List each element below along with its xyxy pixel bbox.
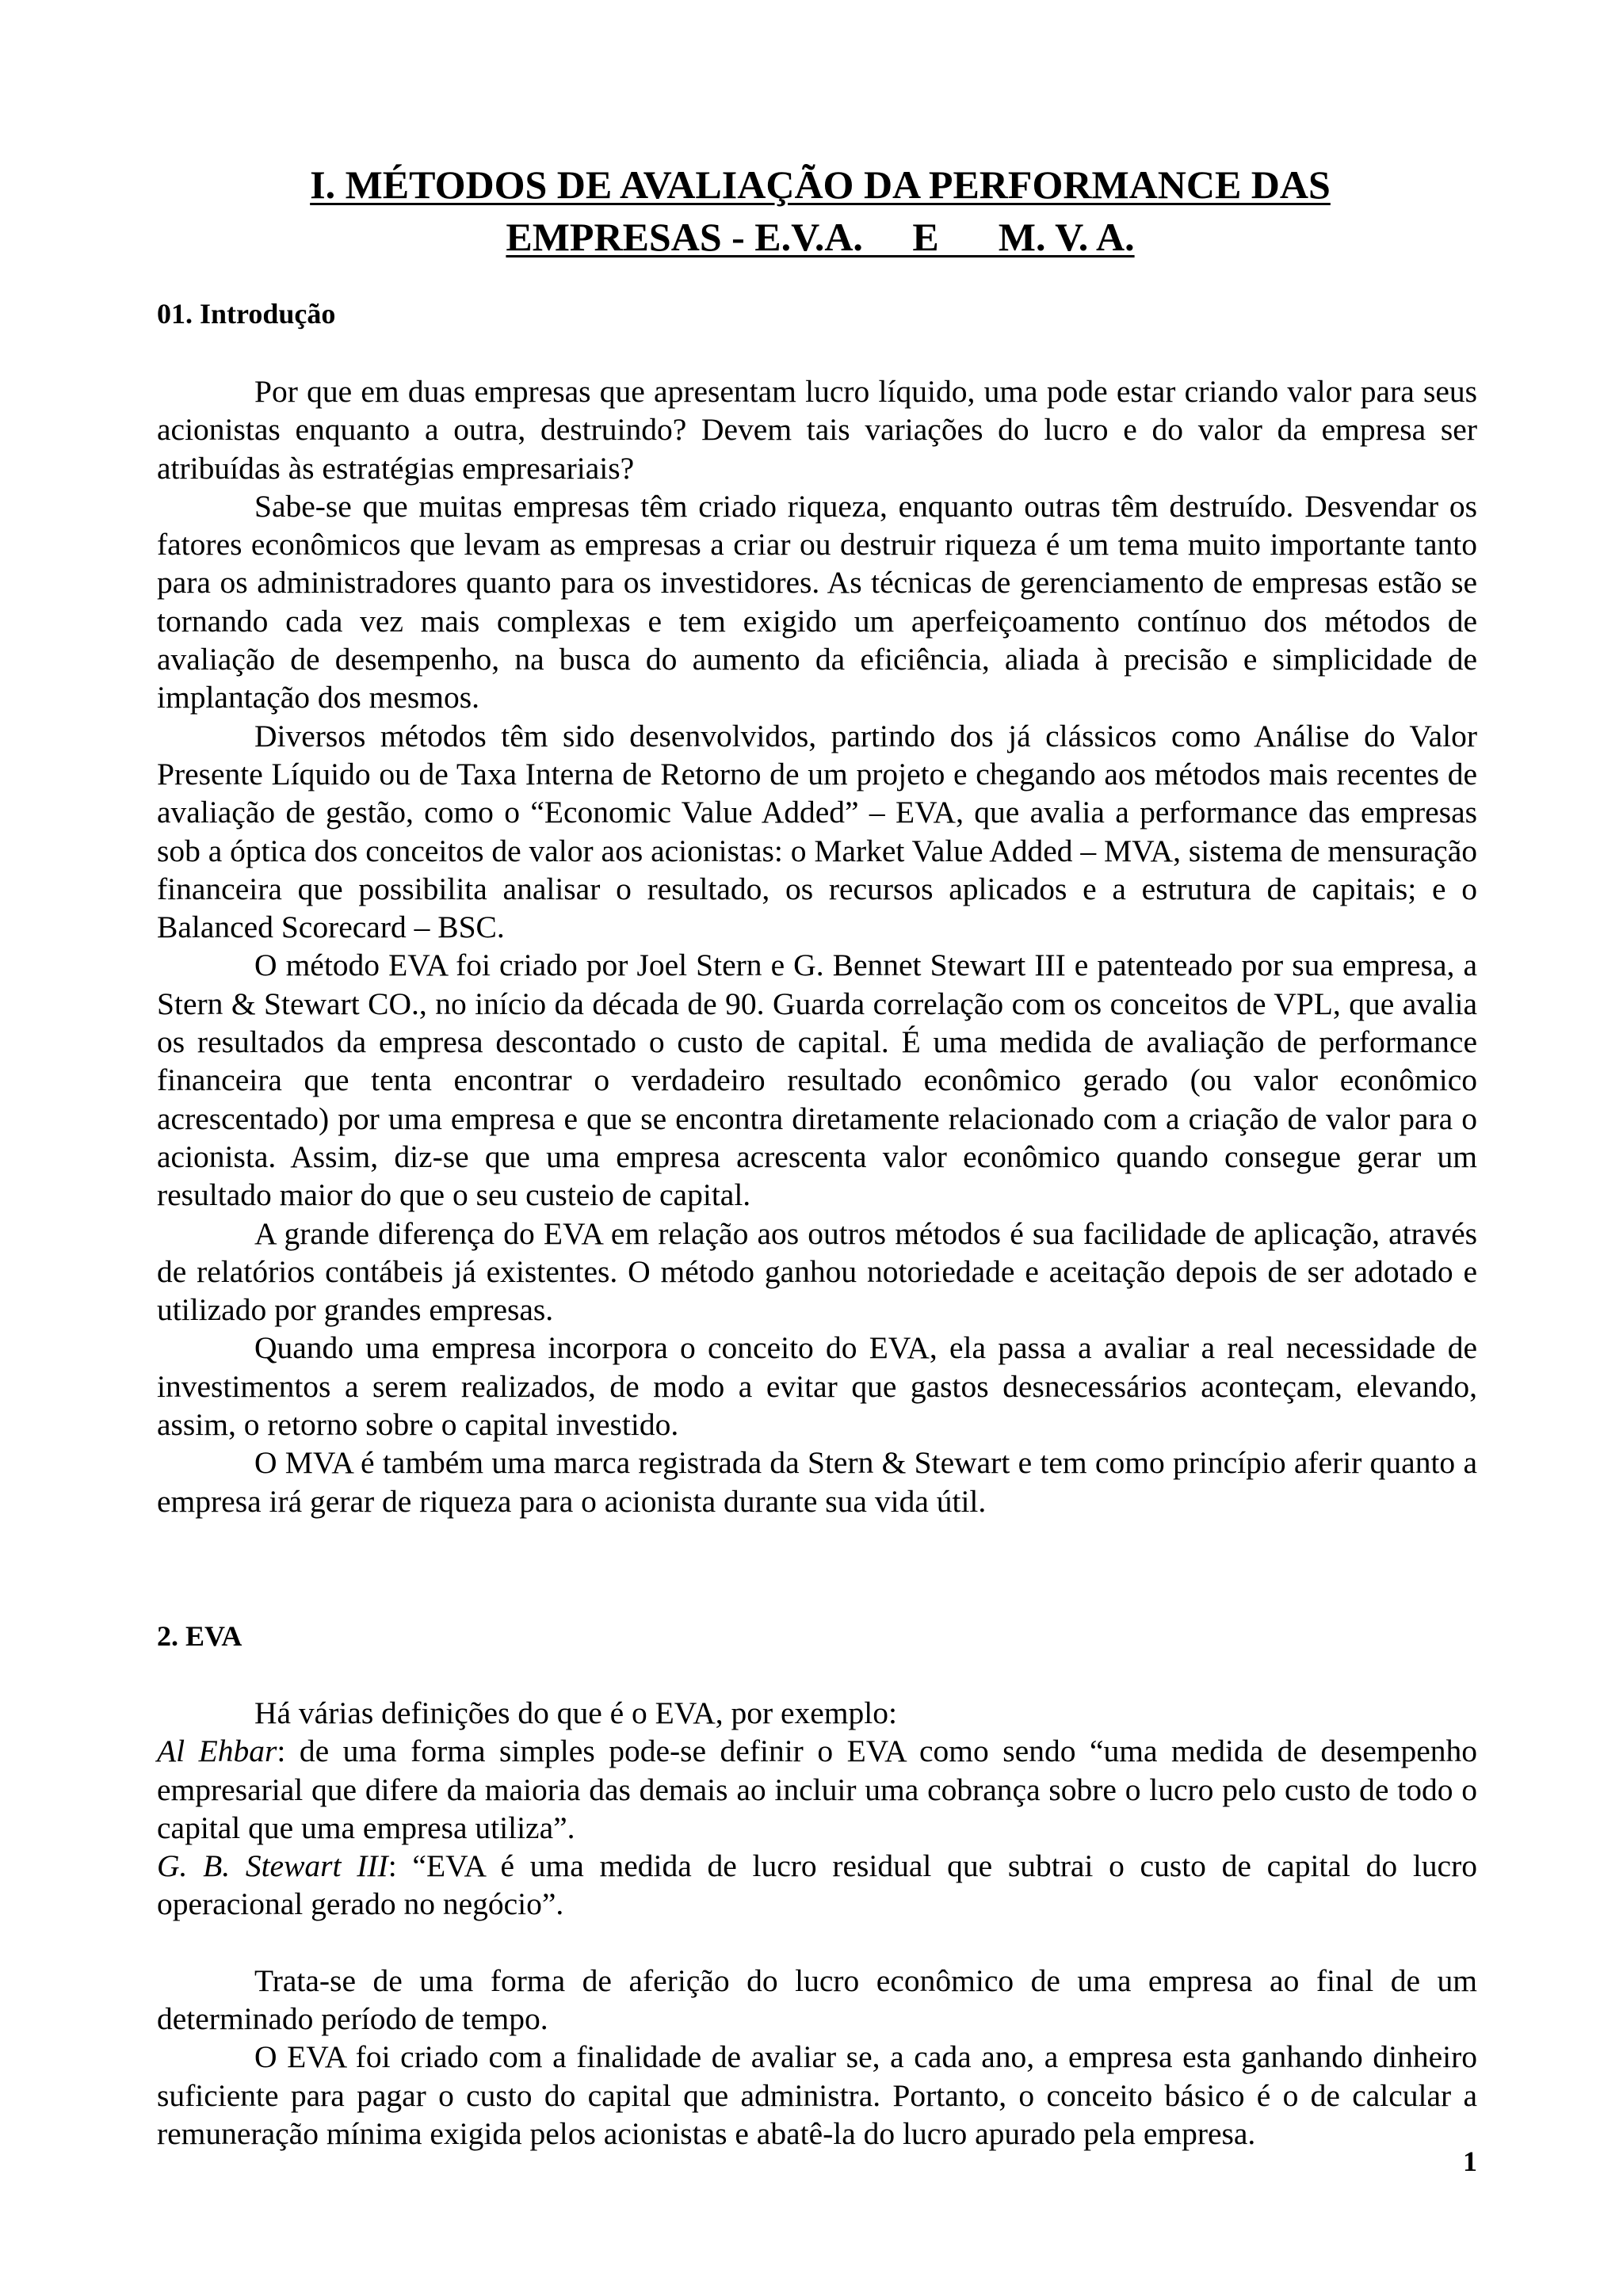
- paragraph-intro: Há várias definições do que é o EVA, por exemplo:: [254, 1695, 897, 1730]
- section-eva-body: [157, 1694, 1477, 2153]
- definition-text: : de uma forma simples pode-se definir o EVA como sendo “uma medida de desempenho empresarial que difere da maioria das demais ao incluir uma cobrança sobre o lucro pelo custo de todo o capital que uma empresa utiliza”.: [157, 1733, 1478, 1845]
- paragraph: O MVA é também uma marca registrada da Stern & Stewart e tem como princípio aferir quanto a empresa irá gerar de riqueza para o acionista durante sua vida útil.: [157, 1445, 1477, 1519]
- paragraph: O método EVA foi criado por Joel Stern e G. Bennet Stewart III e patenteado por sua empresa, a Stern & Stewart CO., no início da década de 90. Guarda correlação com os conceitos de VPL, que avalia os resultados da empresa descontado o custo de capital. É uma medida de avaliação de performance financeira que tenta encontrar o verdadeiro resultado econômico gerado (ou valor econômico acrescentado) por uma empresa e que se encontra diretamente relacionado com a criação de valor para o acionista. Assim, diz-se que uma empresa acrescenta valor econômico quando consegue gerar um resultado maior do que o seu custeio de capital.: [157, 948, 1477, 1213]
- title-line-1: I. MÉTODOS DE AVALIAÇÃO DA PERFORMANCE DAS: [310, 162, 1331, 207]
- definition-text: : “EVA é uma medida de lucro residual que subtrai o custo de capital do lucro operacional gerado no negócio”.: [157, 1848, 1477, 1922]
- paragraph: Por que em duas empresas que apresentam lucro líquido, uma pode estar criando valor para seus acionistas enquanto a outra, destruindo? Devem tais variações do lucro e do valor da empresa ser atribuídas às estratégias empresariais?: [157, 374, 1477, 486]
- document-title: [238, 158, 1403, 263]
- section-introducao-body: [157, 372, 1477, 1520]
- paragraph: Trata-se de uma forma de aferição do lucro econômico de uma empresa ao final de um determinado período de tempo.: [157, 1962, 1477, 2037]
- definition-stewart: [157, 1847, 1477, 1924]
- section-heading-eva: 2. EVA: [157, 1620, 242, 1652]
- definition-author: Al Ehbar: [157, 1733, 277, 1769]
- title-line-2: EMPRESAS - E.V.A. E M. V. A.: [506, 215, 1135, 259]
- definition-al-ehbar: [157, 1732, 1477, 1847]
- section-heading-introducao: 01. Introdução: [157, 298, 336, 330]
- definition-author: G. B. Stewart III: [157, 1848, 388, 1884]
- paragraph: Sabe-se que muitas empresas têm criado riqueza, enquanto outras têm destruído. Desvendar os fatores econômicos que levam as empresas a criar ou destruir riqueza é um tema muito importante tanto para os administradores quanto para os investidores. As técnicas de gerenciamento de empresas estão se tornando cada vez mais complexas e tem exigido um aperfeiçoamento contínuo dos métodos de avaliação de desempenho, na busca do aumento da eficiência, aliada à precisão e simplicidade de implantação dos mesmos.: [157, 488, 1477, 715]
- paragraph: A grande diferença do EVA em relação aos outros métodos é sua facilidade de aplicação, através de relatórios contábeis já existentes. O método ganhou notoriedade e aceitação depois de ser adotado e utilizado por grandes empresas.: [157, 1215, 1477, 1328]
- paragraph: Quando uma empresa incorpora o conceito do EVA, ela passa a avaliar a real necessidade de investimentos a serem realizados, de modo a evitar que gastos desnecessários aconteçam, elevando, assim, o retorno sobre o capital investido.: [157, 1330, 1477, 1443]
- paragraph: Diversos métodos têm sido desenvolvidos, partindo dos já clássicos como Análise do Valor Presente Líquido ou de Taxa Interna de Retorno de um projeto e chegando aos métodos mais recentes de avaliação de gestão, como o “Economic Value Added” – EVA, que avalia a performance das empresas sob a óptica dos conceitos de valor aos acionistas: o Market Value Added – MVA, sistema de mensuração financeira que possibilita analisar o resultado, os recursos aplicados e a estrutura de capitais; e o Balanced Scorecard – BSC.: [157, 718, 1477, 945]
- page-number: 1: [1463, 2145, 1477, 2177]
- paragraph: O EVA foi criado com a finalidade de avaliar se, a cada ano, a empresa esta ganhando dinheiro suficiente para pagar o custo do capital que administra. Portanto, o conceito básico é o de calcular a remuneração mínima exigida pelos acionistas e abatê-la do lucro apurado pela empresa.: [157, 2039, 1477, 2151]
